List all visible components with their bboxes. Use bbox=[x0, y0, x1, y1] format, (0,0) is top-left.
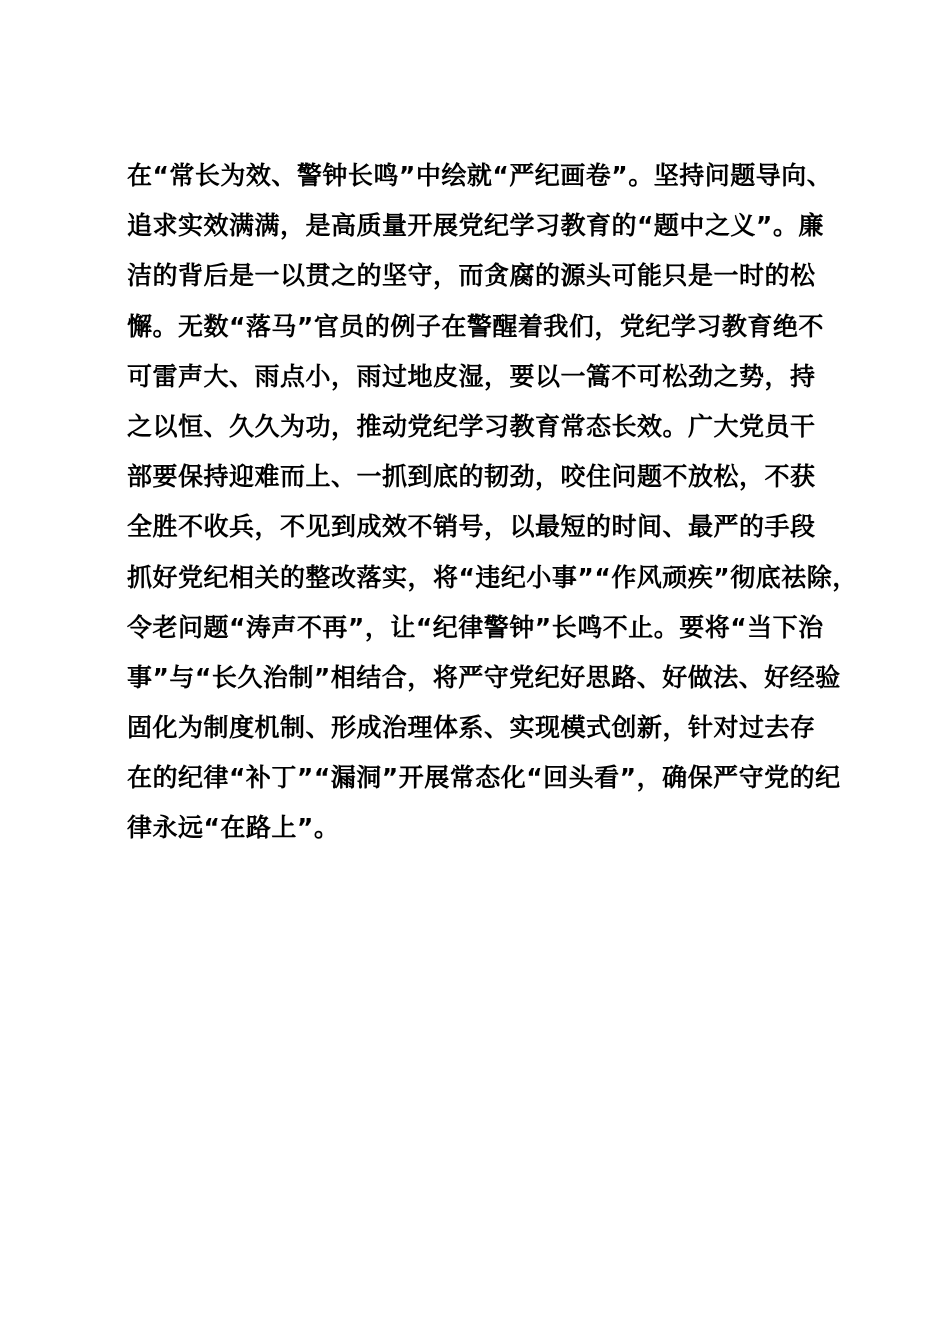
body-paragraph bbox=[127, 151, 867, 854]
paragraph-line: 追求实效满满，是高质量开展党纪学习教育的“题中之义”。廉 bbox=[127, 211, 824, 241]
paragraph-line: 可雷声大、雨点小，雨过地皮湿，要以一篙不可松劲之势，持 bbox=[127, 361, 816, 391]
paragraph-line: 令老问题“涛声不再”，让“纪律警钟”长鸣不止。要将“当下治 bbox=[127, 612, 824, 642]
paragraph-line: 固化为制度机制、形成治理体系、实现模式创新，针对过去存 bbox=[127, 713, 816, 743]
paragraph-line: 部要保持迎难而上、一抓到底的韧劲，咬住问题不放松，不获 bbox=[127, 462, 816, 492]
paragraph-line: 全胜不收兵，不见到成效不销号，以最短的时间、最严的手段 bbox=[127, 512, 816, 542]
paragraph-line: 洁的背后是一以贯之的坚守，而贪腐的源头可能只是一时的松 bbox=[127, 261, 816, 291]
paragraph-line: 抓好党纪相关的整改落实，将“违纪小事”“作风顽疾”彻底祛除， bbox=[127, 562, 858, 592]
paragraph-line: 懈。无数“落马”官员的例子在警醒着我们，党纪学习教育绝不 bbox=[127, 311, 824, 341]
paragraph-line: 在的纪律“补丁”“漏洞”开展常态化“回头看”，确保严守党的纪 bbox=[127, 763, 841, 793]
paragraph-line: 之以恒、久久为功，推动党纪学习教育常态长效。广大党员干 bbox=[127, 411, 816, 441]
paragraph-line: 律永远“在路上”。 bbox=[127, 813, 340, 843]
paragraph-line: 事”与“长久治制”相结合，将严守党纪好思路、好做法、好经验 bbox=[127, 662, 841, 692]
paragraph-line: 在“常长为效、警钟长鸣”中绘就“严纪画卷”。坚持问题导向、 bbox=[127, 161, 833, 190]
